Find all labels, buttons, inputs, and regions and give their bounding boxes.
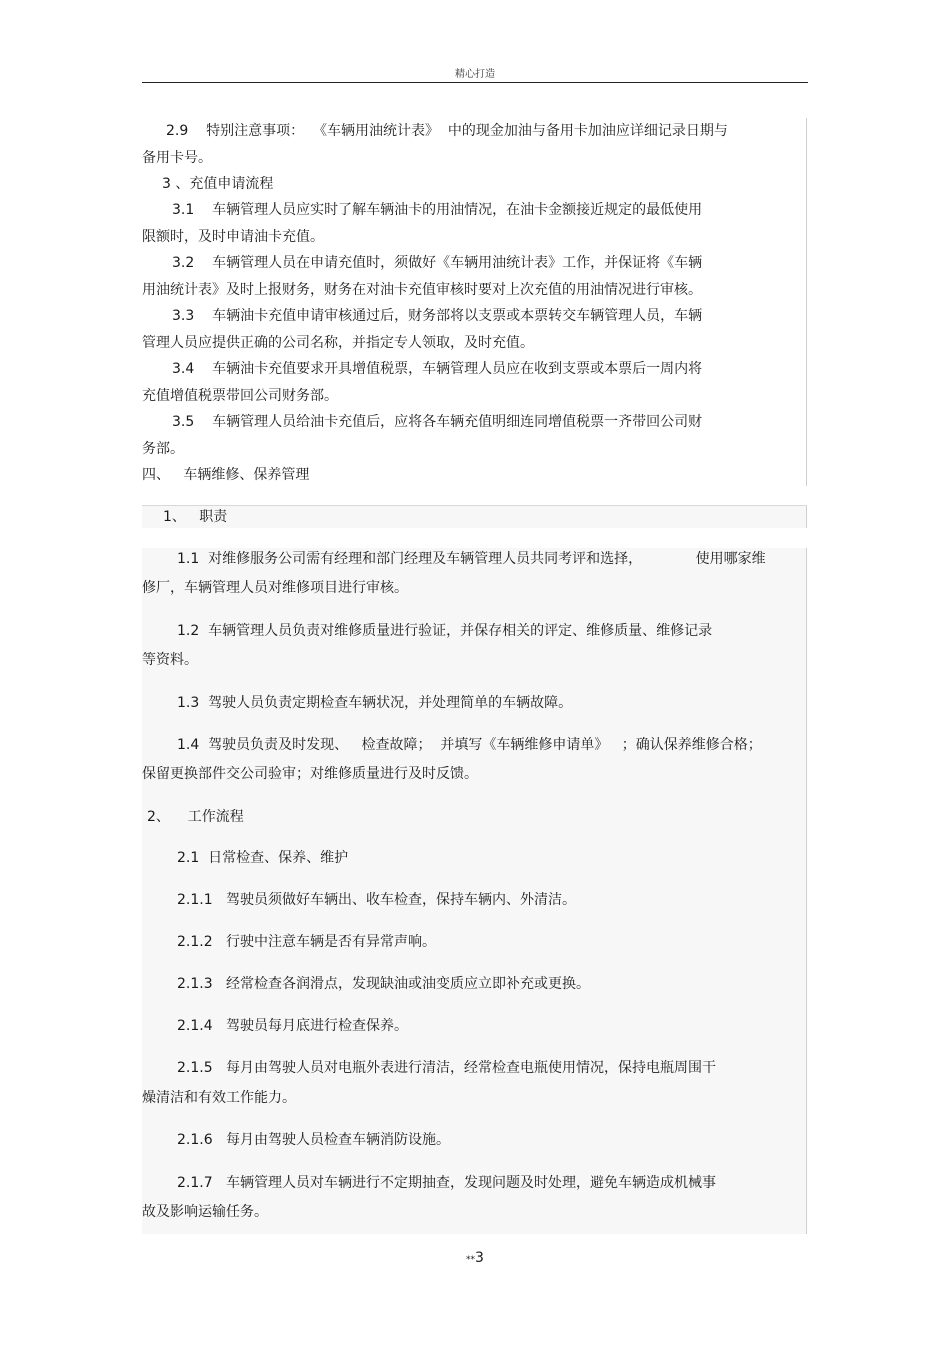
para-2-1-1: 2.1.1 驾驶员须做好车辆出、收车检查，保持车辆内、外清洁。 bbox=[177, 892, 576, 908]
para-2-1-7-line-2: 故及影响运输任务。 bbox=[142, 1204, 268, 1220]
para-2-1-4: 2.1.4 驾驶员每月底进行检查保养。 bbox=[177, 1018, 408, 1034]
para-2-1-3: 2.1.3 经常检查各润滑点，发现缺油或油变质应立即补充或更换。 bbox=[177, 976, 590, 992]
heading-3: 3 、充值申请流程 bbox=[162, 176, 274, 192]
para-3-3-line-2: 管理人员应提供正确的公司名称，并指定专人领取，及时充值。 bbox=[142, 335, 534, 351]
para-1-4-line-2: 保留更换部件交公司验审；对维修质量进行及时反馈。 bbox=[142, 766, 478, 782]
para-2-9-line-2: 备用卡号。 bbox=[142, 150, 212, 166]
para-3-3-line-1: 3.3 车辆油卡充值申请审核通过后，财务部将以支票或本票转交车辆管理人员，车辆 bbox=[172, 308, 703, 324]
para-2-1-2: 2.1.2 行驶中注意车辆是否有异常声响。 bbox=[177, 934, 436, 950]
page-footer bbox=[0, 1250, 950, 1266]
para-3-5-line-1: 3.5 车辆管理人员给油卡充值后，应将各车辆充值明细连同增值税票一齐带回公司财 bbox=[172, 414, 703, 430]
para-1-1-line-1: 1.1 对维修服务公司需有经理和部门经理及车辆管理人员共同考评和选择， 使用哪家维 bbox=[177, 551, 766, 567]
heading-workflow: 2、 工作流程 bbox=[147, 809, 244, 825]
para-1-2-line-1: 1.2 车辆管理人员负责对维修质量进行验证，并保存相关的评定、维修质量、维修记录 bbox=[177, 623, 713, 639]
right-border-heading bbox=[806, 505, 807, 528]
footer-mark: ** bbox=[466, 1255, 476, 1265]
para-2-1-5-line-2: 燥清洁和有效工作能力。 bbox=[142, 1090, 296, 1106]
header-rule bbox=[142, 82, 808, 83]
right-border-top bbox=[806, 118, 807, 486]
para-3-5-line-2: 务部。 bbox=[142, 441, 184, 457]
para-3-4-line-2: 充值增值税票带回公司财务部。 bbox=[142, 388, 338, 404]
duty-heading-cell bbox=[142, 505, 807, 528]
heading-duty: 1、 职责 bbox=[163, 509, 228, 525]
para-2-1-7-line-1: 2.1.7 车辆管理人员对车辆进行不定期抽查，发现问题及时处理，避免车辆造成机械事 bbox=[177, 1175, 716, 1191]
page-header: 精心打造 bbox=[455, 69, 495, 80]
right-border-body bbox=[806, 548, 807, 1234]
para-2-1: 2.1 日常检查、保养、维护 bbox=[177, 850, 349, 866]
heading-top-rule bbox=[142, 505, 807, 506]
para-3-2-line-2: 用油统计表》及时上报财务，财务在对油卡充值审核时要对上次充值的用油情况进行审核。 bbox=[142, 282, 702, 298]
para-2-9-line-1: 2.9 特别注意事项： 《车辆用油统计表》 中的现金加油与备用卡加油应详细记录日期与 bbox=[166, 123, 728, 139]
para-2-1-5-line-1: 2.1.5 每月由驾驶人员对电瓶外表进行清洁，经常检查电瓶使用情况，保持电瓶周围干 bbox=[177, 1060, 716, 1076]
para-2-1-6: 2.1.6 每月由驾驶人员检查车辆消防设施。 bbox=[177, 1132, 450, 1148]
para-3-4-line-1: 3.4 车辆油卡充值要求开具增值税票，车辆管理人员应在收到支票或本票后一周内将 bbox=[172, 361, 703, 377]
para-1-4-line-1: 1.4 驾驶员负责及时发现、 检查故障； 并填写《车辆维修申请单》 ；确认保养维修合格； bbox=[177, 737, 762, 753]
para-3-1-line-1: 3.1 车辆管理人员应实时了解车辆油卡的用油情况，在油卡金额接近规定的最低使用 bbox=[172, 202, 703, 218]
para-3-2-line-1: 3.2 车辆管理人员在申请充值时，须做好《车辆用油统计表》工作，并保证将《车辆 bbox=[172, 255, 703, 271]
para-1-1-line-2: 修厂，车辆管理人员对维修项目进行审核。 bbox=[142, 580, 408, 596]
page-number: 3 bbox=[475, 1250, 484, 1266]
para-1-3: 1.3 驾驶人员负责定期检查车辆状况，并处理简单的车辆故障。 bbox=[177, 695, 573, 711]
para-3-1-line-2: 限额时，及时申请油卡充值。 bbox=[142, 229, 324, 245]
heading-4: 四、 车辆维修、保养管理 bbox=[142, 467, 310, 483]
para-1-2-line-2: 等资料。 bbox=[142, 652, 198, 668]
